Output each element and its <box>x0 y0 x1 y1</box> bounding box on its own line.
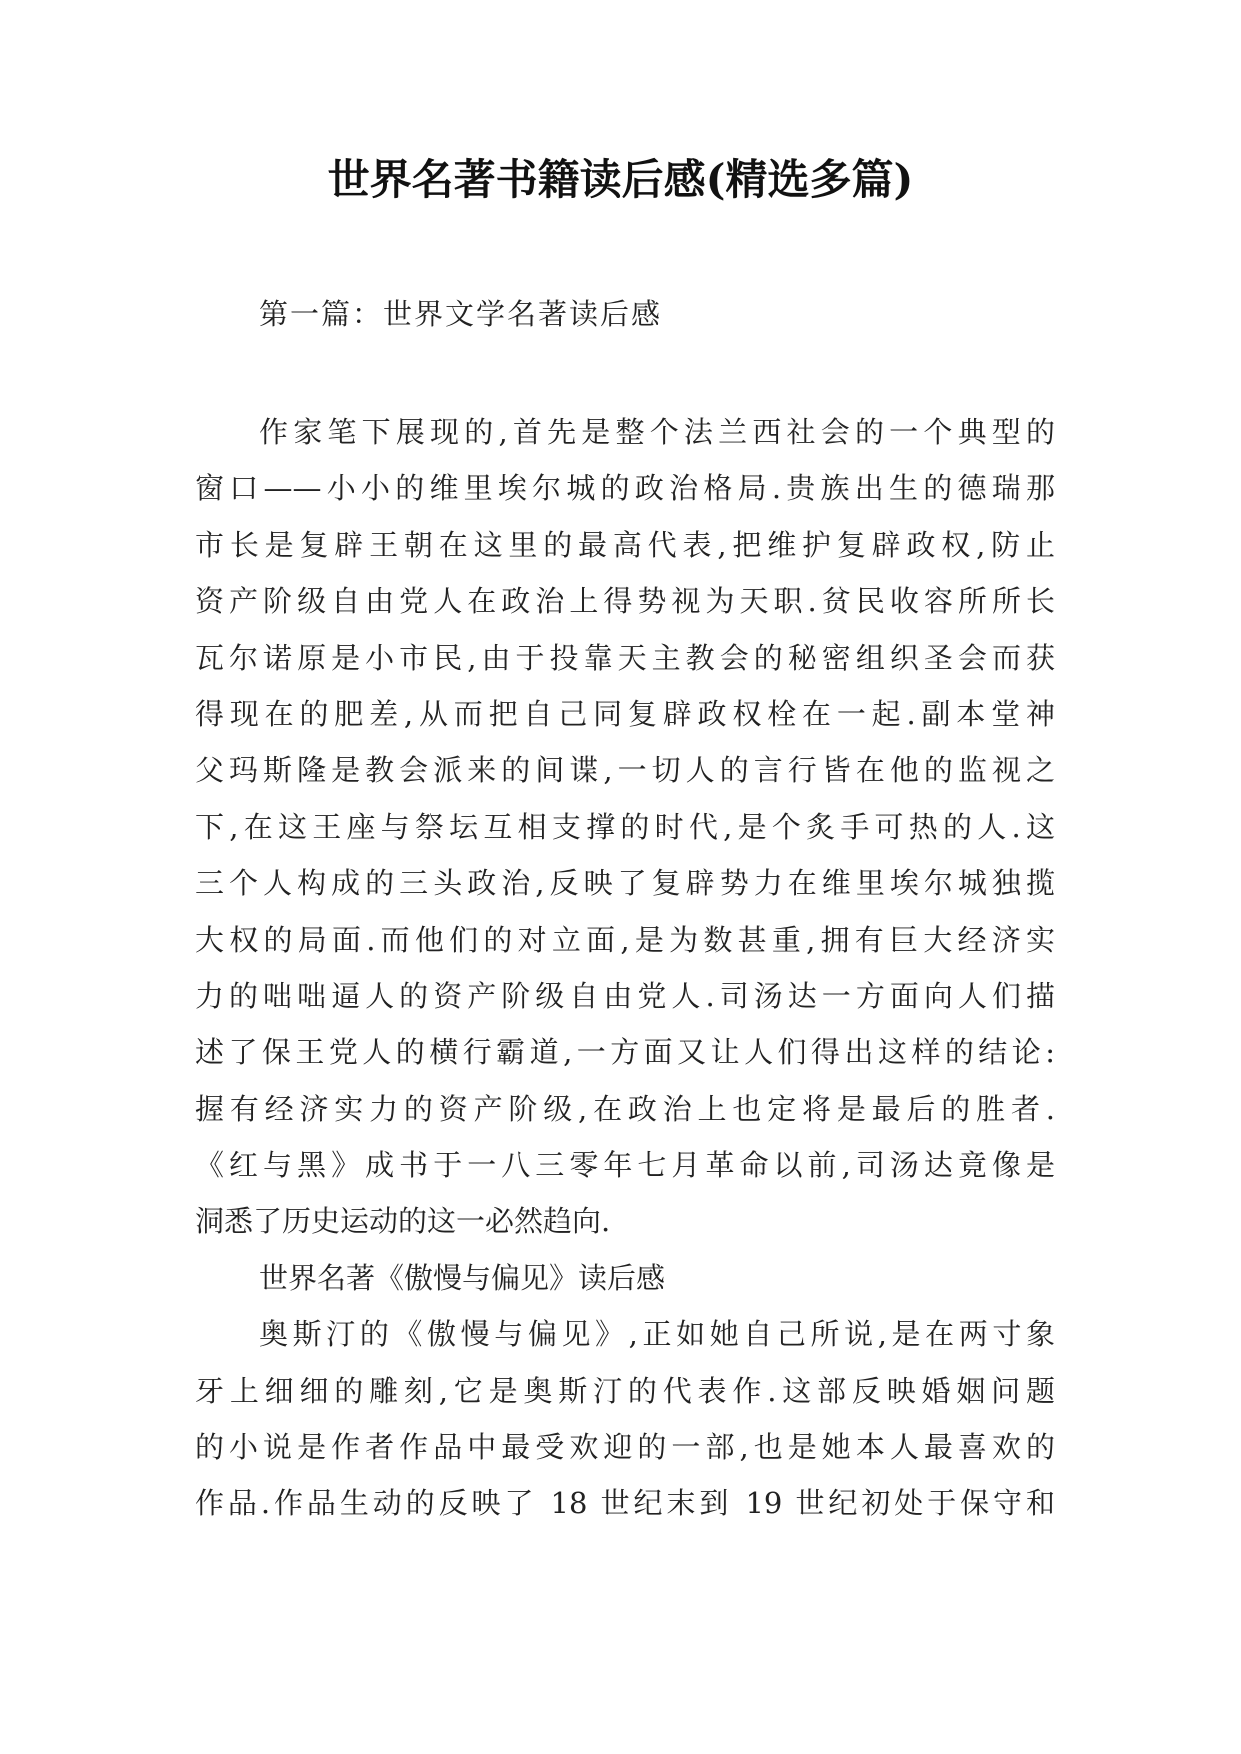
text-line: 的小说是作者作品中最受欢迎的一部,也是她本人最喜欢的 <box>195 1430 1055 1465</box>
text-line: 下,在这王座与祭坛互相支撑的时代,是个炙手可热的人.这 <box>195 809 1055 844</box>
text-line: 父玛斯隆是教会派来的间谍,一切人的言行皆在他的监视之 <box>195 753 1055 788</box>
text-line: 握有经济实力的资产阶级,在政治上也定将是最后的胜者. <box>195 1091 1055 1126</box>
text-line: 作家笔下展现的,首先是整个法兰西社会的一个典型的 <box>259 415 1055 449</box>
text-line: 《红与黑》成书于一八三零年七月革命以前,司汤达竟像是 <box>195 1148 1055 1183</box>
text-line: 得现在的肥差,从而把自己同复辟政权栓在一起.副本堂神 <box>195 696 1055 731</box>
text-line: 瓦尔诺原是小市民,由于投靠天主教会的秘密组织圣会而获 <box>195 640 1055 675</box>
text-line: 牙上细细的雕刻,它是奥斯汀的代表作.这部反映婚姻问题 <box>195 1373 1055 1408</box>
text-line: 述了保王党人的横行霸道,一方面又让人们得出这样的结论: <box>195 1035 1055 1070</box>
text-line: 三个人构成的三头政治,反映了复辟势力在维里埃尔城独揽 <box>195 866 1055 901</box>
text-line: 资产阶级自由党人在政治上得势视为天职.贫民收容所所长 <box>195 584 1055 619</box>
text-line: 窗口——小小的维里埃尔城的政治格局.贵族出生的德瑞那 <box>195 471 1055 506</box>
text-line: 市长是复辟王朝在这里的最高代表,把维护复辟政权,防止 <box>195 527 1055 562</box>
section-heading: 第一篇：世界文学名著读后感 <box>259 297 663 331</box>
text-line: 奥斯汀的《傲慢与偏见》,正如她自己所说,是在两寸象 <box>259 1317 1055 1352</box>
text-line: 洞悉了历史运动的这一必然趋向. <box>195 1204 611 1239</box>
text-line: 力的咄咄逼人的资产阶级自由党人.司汤达一方面向人们描 <box>195 978 1055 1013</box>
text-line: 作品.作品生动的反映了 18 世纪末到 19 世纪初处于保守和 <box>195 1486 1055 1521</box>
text-line: 大权的局面.而他们的对立面,是为数甚重,拥有巨大经济实 <box>195 922 1055 957</box>
document-title: 世界名著书籍读后感(精选多篇) <box>327 155 914 204</box>
body-text <box>195 404 1055 1532</box>
subsection-heading: 世界名著《傲慢与偏见》读后感 <box>259 1260 666 1295</box>
